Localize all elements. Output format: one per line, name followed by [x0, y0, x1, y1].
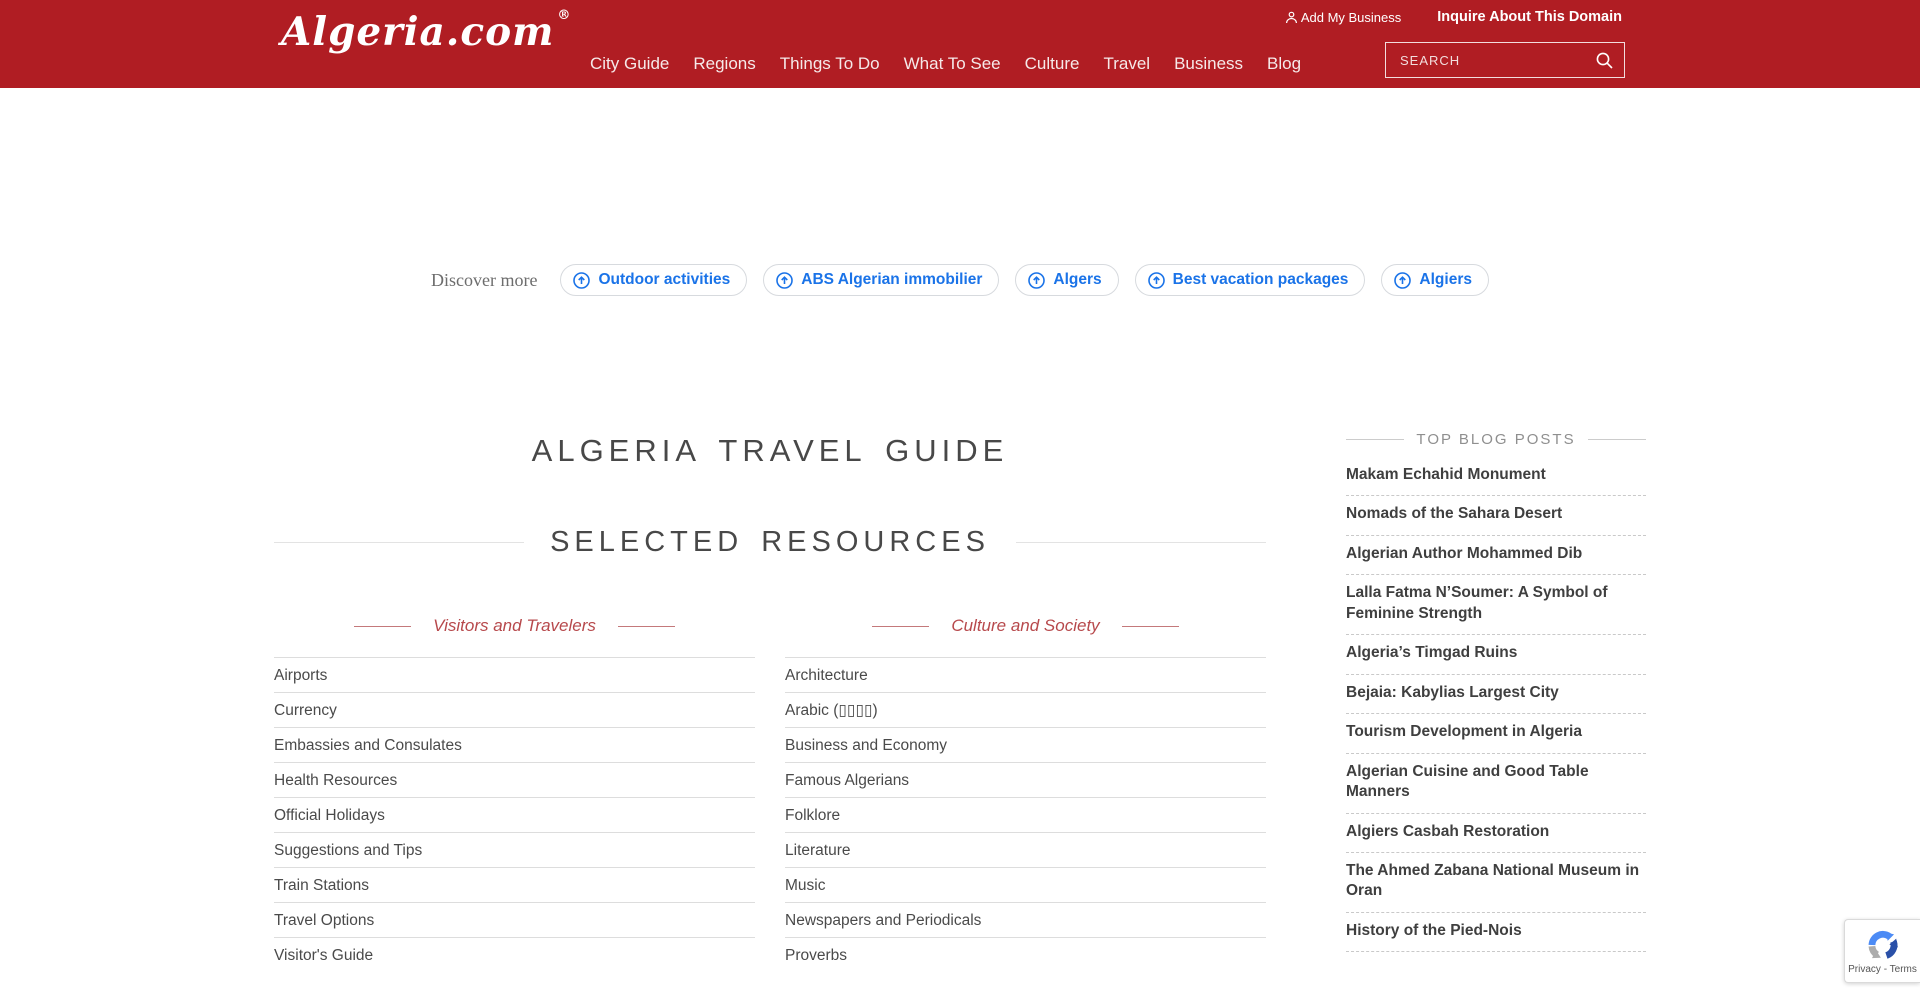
blog-post-link[interactable]: Nomads of the Sahara Desert — [1346, 496, 1646, 535]
search-input[interactable] — [1398, 52, 1595, 69]
nav-culture[interactable]: Culture — [1024, 54, 1080, 73]
search-box — [1385, 42, 1625, 78]
page-title: ALGERIA TRAVEL GUIDE — [531, 433, 1009, 468]
discover-more-label: Discover more — [431, 269, 538, 290]
heading-rule-right — [1122, 626, 1179, 627]
blog-post-link[interactable]: Algerian Cuisine and Good Table Manners — [1346, 754, 1646, 814]
recaptcha-logo-icon — [1866, 928, 1900, 962]
resource-columns — [274, 616, 1266, 972]
page-container — [274, 433, 1646, 972]
resource-link-music[interactable]: Music — [785, 867, 1266, 902]
resource-link-airports[interactable]: Airports — [274, 657, 755, 692]
search-icon[interactable] — [1595, 51, 1614, 70]
logo-text: Algeria.com — [281, 9, 555, 55]
blog-post-link[interactable]: Lalla Fatma N’Soumer: A Symbol of Feminine Strength — [1346, 575, 1646, 635]
site-logo[interactable] — [281, 8, 571, 55]
column-visitors-and-travelers — [274, 616, 755, 972]
blog-post-link[interactable]: The Ahmed Zabana National Museum in Oran — [1346, 853, 1646, 913]
resource-link-travel-options[interactable]: Travel Options — [274, 902, 755, 937]
heading-rule-left — [872, 626, 929, 627]
arrow-up-circle-icon — [1394, 272, 1411, 289]
resource-link-proverbs[interactable]: Proverbs — [785, 937, 1266, 972]
arrow-up-circle-icon — [1028, 272, 1045, 289]
blog-post-link[interactable]: Makam Echahid Monument — [1346, 457, 1646, 496]
section-title-selected-resources: SELECTED RESOURCES — [274, 526, 1266, 559]
blog-post-link[interactable]: Algerian Author Mohammed Dib — [1346, 536, 1646, 575]
nav-travel[interactable]: Travel — [1103, 54, 1151, 73]
resource-list — [274, 657, 755, 972]
nav-what-to-see[interactable]: What To See — [903, 54, 1001, 73]
nav-business[interactable]: Business — [1174, 54, 1244, 73]
add-my-business-link[interactable]: Add My Business — [1285, 10, 1401, 25]
recaptcha-privacy-terms[interactable]: Privacy - Terms — [1848, 963, 1917, 975]
column-heading: Culture and Society — [785, 616, 1266, 636]
nav-regions[interactable]: Regions — [693, 54, 756, 73]
resource-link-embassies[interactable]: Embassies and Consulates — [274, 727, 755, 762]
resource-link-holidays[interactable]: Official Holidays — [274, 797, 755, 832]
discover-more-row — [0, 264, 1920, 296]
resource-link-arabic[interactable]: Arabic (▯▯▯▯) — [785, 692, 1266, 727]
sidebar-title: TOP BLOG POSTS — [1346, 431, 1646, 448]
main-nav — [590, 54, 1301, 74]
header-top-links — [1285, 9, 1622, 25]
arrow-up-circle-icon — [776, 272, 793, 289]
heading-rule-right — [618, 626, 675, 627]
blog-sidebar — [1346, 433, 1646, 952]
resource-link-train-stations[interactable]: Train Stations — [274, 867, 755, 902]
nav-city-guide[interactable]: City Guide — [590, 54, 670, 73]
arrow-up-circle-icon — [573, 272, 590, 289]
chip-algiers[interactable]: Algiers — [1381, 264, 1489, 296]
resource-link-newspapers[interactable]: Newspapers and Periodicals — [785, 902, 1266, 937]
blog-post-list — [1346, 457, 1646, 952]
column-heading: Visitors and Travelers — [274, 616, 755, 636]
chip-algers[interactable]: Algers — [1015, 264, 1118, 296]
main-content — [274, 433, 1266, 972]
resource-link-architecture[interactable]: Architecture — [785, 657, 1266, 692]
blog-post-link[interactable]: Tourism Development in Algeria — [1346, 714, 1646, 753]
blog-post-link[interactable]: Algeria’s Timgad Ruins — [1346, 635, 1646, 674]
blog-post-link[interactable]: Algiers Casbah Restoration — [1346, 814, 1646, 853]
resource-link-famous-algerians[interactable]: Famous Algerians — [785, 762, 1266, 797]
nav-things-to-do[interactable]: Things To Do — [779, 54, 880, 73]
resource-list — [785, 657, 1266, 972]
resource-link-suggestions[interactable]: Suggestions and Tips — [274, 832, 755, 867]
heading-rule-left — [354, 626, 411, 627]
site-header — [0, 0, 1920, 88]
resource-link-literature[interactable]: Literature — [785, 832, 1266, 867]
arrow-up-circle-icon — [1148, 272, 1165, 289]
blog-post-link[interactable]: History of the Pied-Nois — [1346, 913, 1646, 952]
resource-link-folklore[interactable]: Folklore — [785, 797, 1266, 832]
blog-post-link[interactable]: Bejaia: Kabylias Largest City — [1346, 675, 1646, 714]
chip-outdoor-activities[interactable]: Outdoor activities — [560, 264, 747, 296]
chip-best-vacation-packages[interactable]: Best vacation packages — [1135, 264, 1366, 296]
nav-blog[interactable]: Blog — [1267, 54, 1302, 73]
registered-mark: ® — [557, 8, 572, 23]
resource-link-currency[interactable]: Currency — [274, 692, 755, 727]
inquire-domain-link[interactable]: Inquire About This Domain — [1437, 9, 1622, 25]
recaptcha-badge[interactable] — [1844, 919, 1920, 983]
chip-abs-algerian-immobilier[interactable]: ABS Algerian immobilier — [763, 264, 999, 296]
column-culture-and-society — [785, 616, 1266, 972]
resource-link-visitors-guide[interactable]: Visitor's Guide — [274, 937, 755, 972]
resource-link-health[interactable]: Health Resources — [274, 762, 755, 797]
person-icon — [1285, 11, 1298, 24]
resource-link-business-economy[interactable]: Business and Economy — [785, 727, 1266, 762]
